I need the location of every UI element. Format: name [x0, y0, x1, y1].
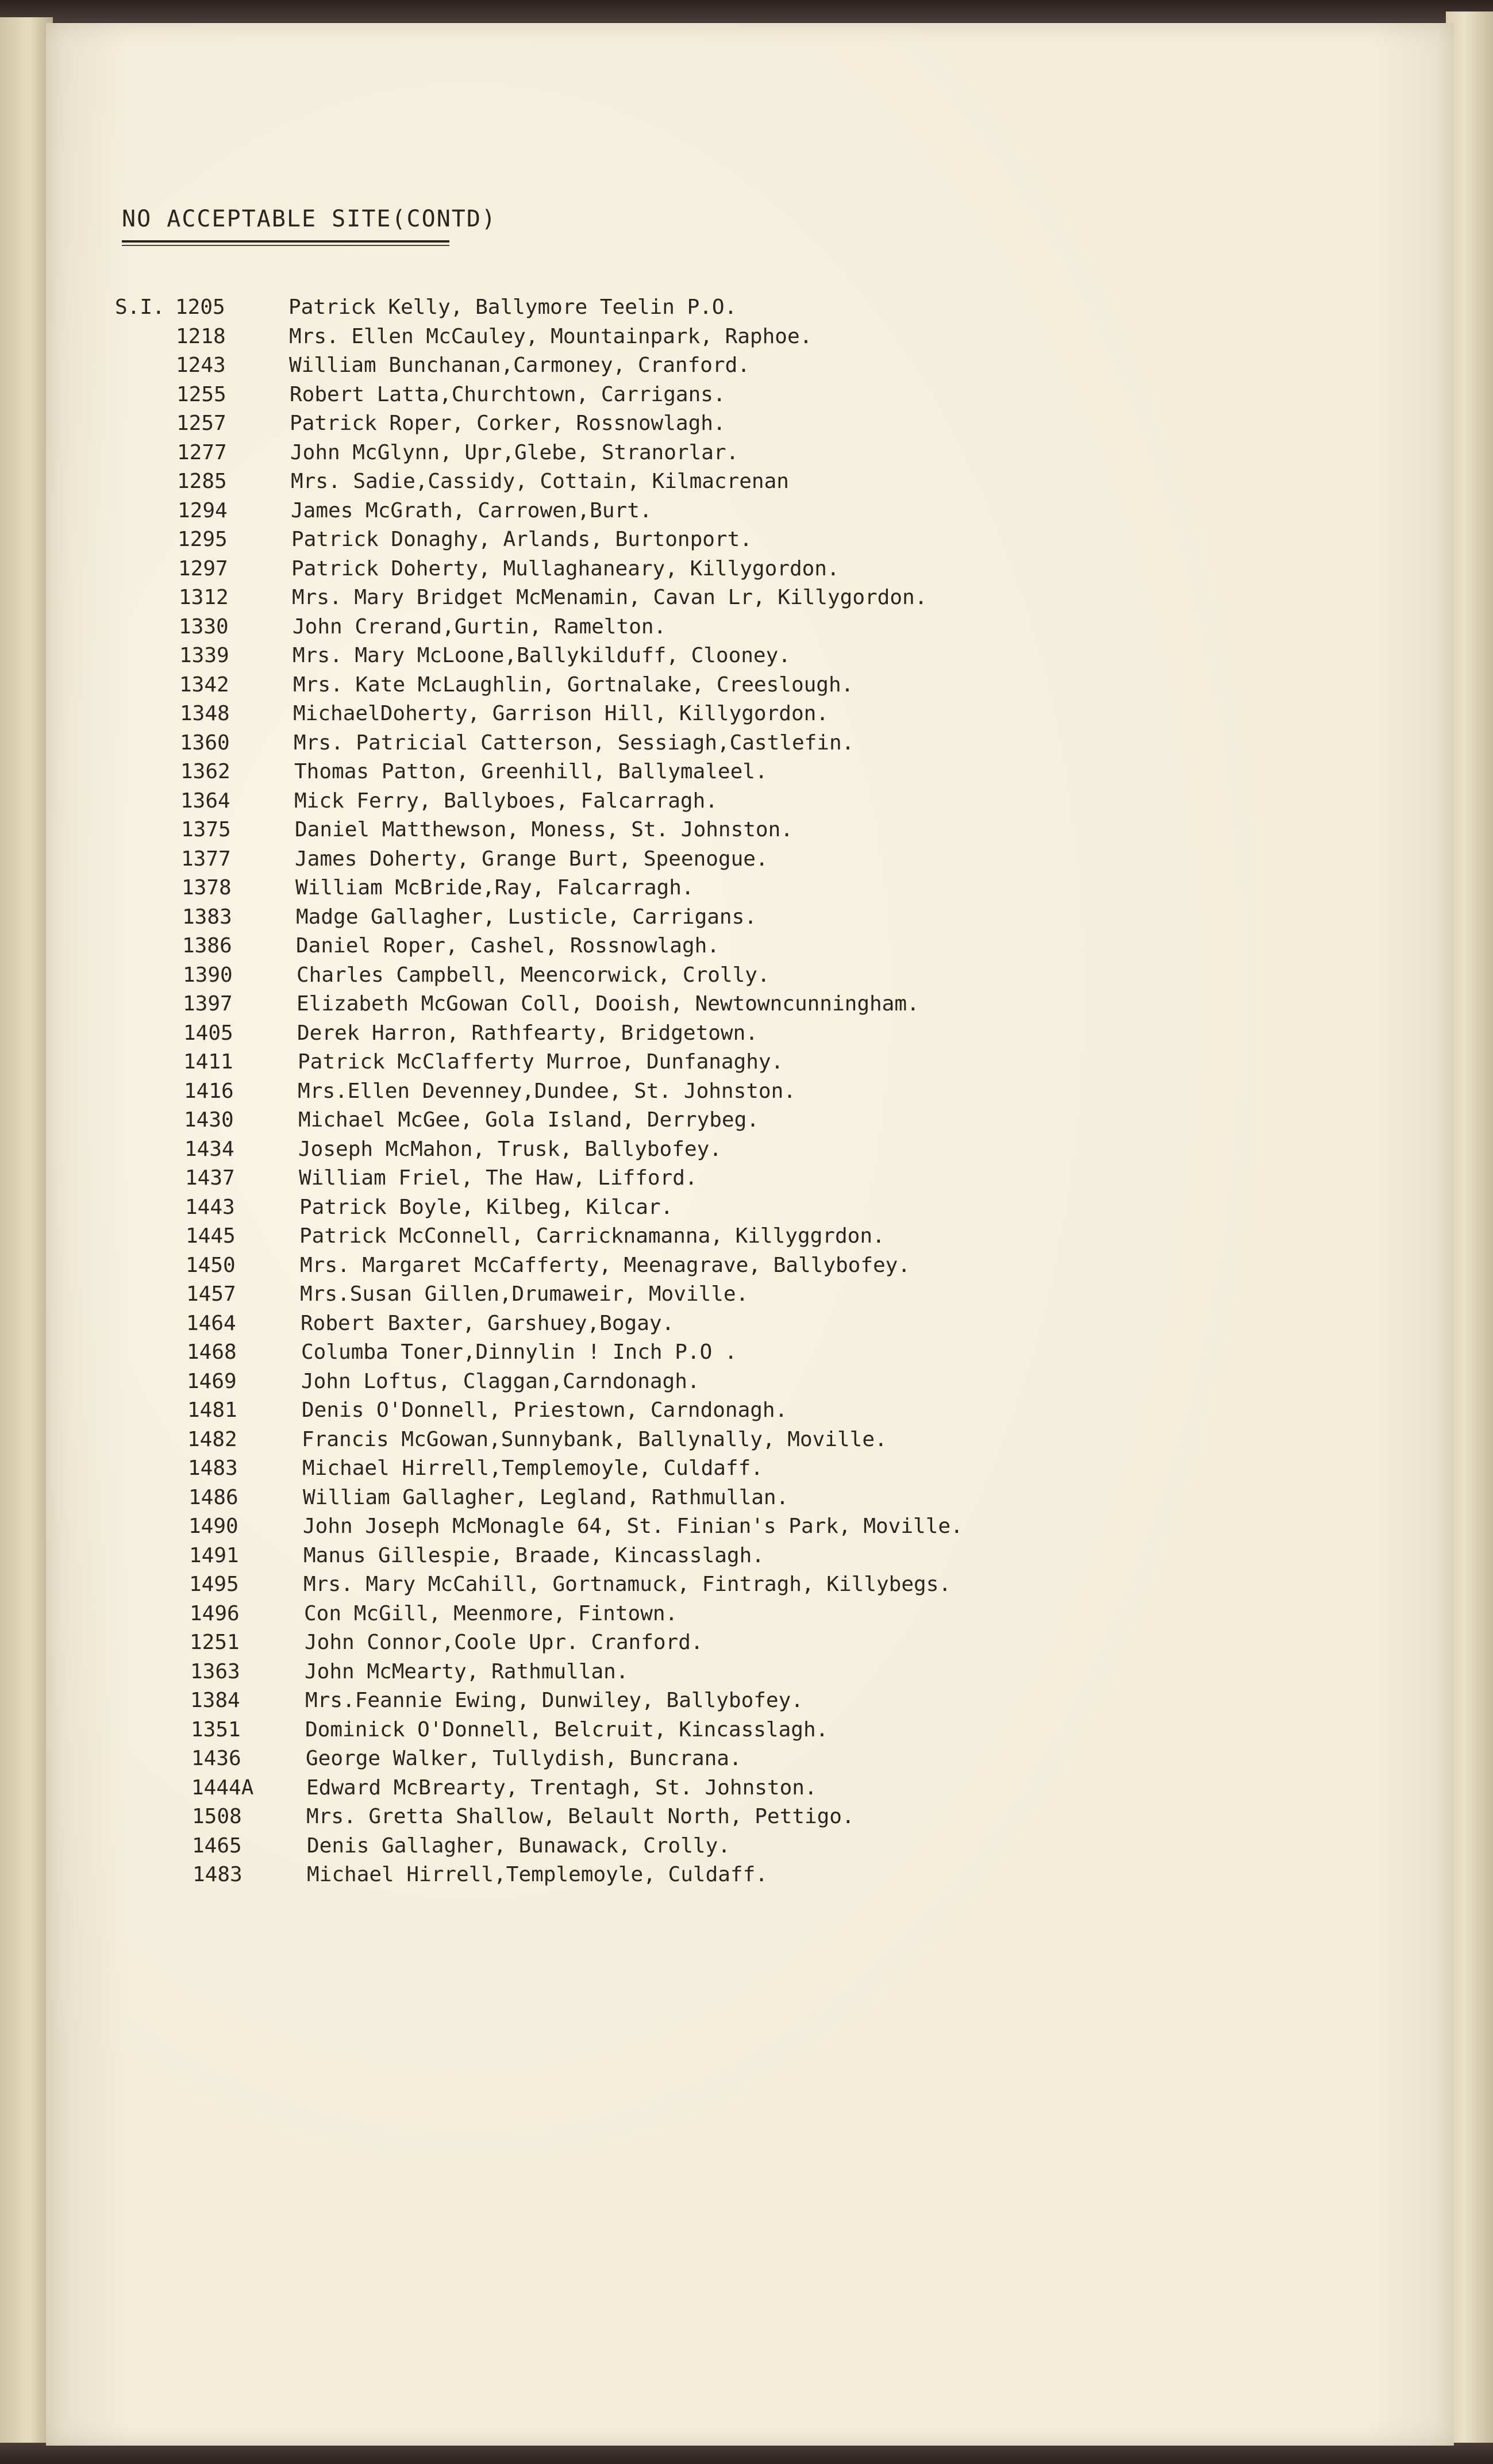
entry-name-address: Francis McGowan,Sunnybank, Ballynally, Moville.	[302, 1427, 887, 1451]
entry-number: 1295	[178, 528, 228, 551]
entry-number: 1411	[183, 1050, 233, 1074]
entry-number: 1362	[180, 760, 230, 783]
entry-name-address: Michael McGee, Gola Island, Derrybeg.	[298, 1108, 759, 1132]
list-item	[46, 613, 1454, 641]
entry-name-address: Derek Harron, Rathfearty, Bridgetown.	[297, 1021, 758, 1045]
list-item	[46, 555, 1454, 583]
entry-number: 1444A	[191, 1775, 254, 1800]
book-edge-bottom	[0, 2443, 1493, 2464]
list-item	[46, 1658, 1454, 1686]
entry-number: 1339	[179, 644, 229, 667]
list-item	[46, 439, 1454, 467]
entry-number: 1257	[176, 412, 226, 435]
entry-number: 1251	[190, 1631, 240, 1654]
entry-number: 1450	[186, 1253, 236, 1277]
entry-number: 1465	[192, 1833, 242, 1858]
entry-name-address: Con McGill, Meenmore, Fintown.	[304, 1601, 678, 1625]
entry-name-address: Mrs. Mary McLoone,Ballykilduff, Clooney.	[293, 644, 791, 667]
entry-number: 1481	[187, 1398, 237, 1422]
entry-name-address: Thomas Patton, Greenhill, Ballymaleel.	[294, 760, 768, 783]
series-prefix: S.I.	[115, 295, 165, 319]
entry-name-address: Mrs. Mary McCahill, Gortnamuck, Fintragh, Killybegs.	[303, 1573, 952, 1596]
entry-name-address: Mrs.Ellen Devenney,Dundee, St. Johnston.	[298, 1079, 796, 1103]
entry-name-address: William Gallagher, Legland, Rathmullan.	[303, 1485, 789, 1509]
entry-number: 1390	[183, 963, 233, 987]
list-item	[46, 1744, 1454, 1773]
entry-name-address: John McMearty, Rathmullan.	[305, 1659, 629, 1683]
entry-name-address: Patrick Doherty, Mullaghaneary, Killygordon.	[291, 556, 840, 581]
list-item	[46, 322, 1454, 351]
list-item	[46, 1019, 1454, 1048]
list-item	[46, 671, 1454, 699]
page-heading: NO ACCEPTABLE SITE(CONTD)	[122, 206, 497, 232]
list-item	[46, 1483, 1454, 1512]
list-item	[46, 1512, 1454, 1541]
book-edge-top	[0, 0, 1493, 22]
list-item	[46, 1135, 1454, 1164]
entry-name-address: Mrs. Mary Bridget McMenamin, Cavan Lr, Killygordon.	[292, 586, 928, 609]
list-item	[46, 758, 1454, 786]
entry-name-address: Edward McBrearty, Trentagh, St. Johnston.	[306, 1775, 817, 1800]
entry-name-address: Robert Latta,Churchtown, Carrigans.	[290, 382, 726, 406]
entry-name-address: Manus Gillespie, Braade, Kincasslagh.	[303, 1543, 764, 1567]
entry-name-address: Madge Gallagher, Lusticle, Carrigans.	[296, 905, 757, 929]
entry-name-address: Mick Ferry, Ballyboes, Falcarragh.	[294, 789, 718, 813]
entry-number: 1405	[183, 1021, 233, 1045]
entry-number: 1430	[184, 1108, 234, 1132]
list-item	[46, 729, 1454, 758]
entry-name-address: Mrs. Patricial Catterson, Sessiagh,Castlefin.	[294, 731, 855, 755]
entry-number: 1375	[181, 818, 231, 841]
list-item	[46, 380, 1454, 409]
list-item	[46, 699, 1454, 728]
entry-number: 1468	[187, 1340, 237, 1364]
entry-number: 1469	[187, 1369, 237, 1393]
entry-name-address: Patrick Roper, Corker, Rossnowlagh.	[290, 412, 726, 435]
entry-number: 1277	[177, 440, 227, 464]
heading-underline-second	[122, 245, 449, 246]
entry-name-address: Michael Hirrell,Templemoyle, Culdaff.	[307, 1863, 768, 1886]
list-item	[46, 932, 1454, 960]
entry-number: 1243	[176, 353, 226, 377]
list-item	[46, 525, 1454, 554]
entry-number: 1483	[193, 1863, 243, 1886]
entry-number: 1437	[185, 1166, 235, 1190]
list-item	[46, 1425, 1454, 1454]
list-item	[46, 1686, 1454, 1715]
entry-name-address: Joseph McMahon, Trusk, Ballybofey.	[298, 1137, 722, 1161]
entry-number: 1312	[179, 586, 229, 609]
list-item	[46, 787, 1454, 816]
entry-number: 1364	[180, 789, 230, 813]
left-page-edges	[0, 17, 53, 2448]
entry-number: 1218	[176, 324, 226, 348]
entry-number: 1491	[189, 1543, 239, 1567]
list-item	[46, 1832, 1454, 1861]
entry-name-address: Daniel Matthewson, Moness, St. Johnston.	[295, 818, 793, 841]
list-item	[46, 1309, 1454, 1338]
entry-name-address: MichaelDoherty, Garrison Hill, Killygordon.	[293, 702, 829, 725]
entry-name-address: Charles Campbell, Meencorwick, Crolly.	[297, 963, 770, 987]
entry-name-address: Dominick O'Donnell, Belcruit, Kincasslagh.	[305, 1717, 829, 1742]
entry-number: 1486	[188, 1485, 238, 1509]
entry-number: 1386	[182, 934, 232, 958]
entry-name-address: John Loftus, Claggan,Carndonagh.	[301, 1369, 700, 1393]
entry-number: 1490	[188, 1514, 238, 1538]
entry-number: 1363	[190, 1659, 240, 1683]
entry-number: 1383	[182, 905, 232, 929]
entry-name-address: Mrs. Gretta Shallow, Belault North, Pettigo.	[306, 1805, 855, 1828]
entry-name-address: Michael Hirrell,Templemoyle, Culdaff.	[302, 1456, 763, 1480]
list-item	[46, 990, 1454, 1018]
entry-number: 1285	[177, 470, 227, 493]
entry-number: 1360	[180, 731, 230, 755]
entry-number: 1348	[180, 702, 230, 725]
entry-name-address: John McGlynn, Upr,Glebe, Stranorlar.	[290, 440, 739, 464]
list-item	[46, 961, 1454, 990]
entry-name-address: Daniel Roper, Cashel, Rossnowlagh.	[296, 934, 719, 958]
entry-name-address: John Joseph McMonagle 64, St. Finian's Park, Moville.	[303, 1514, 963, 1538]
entry-number: 1297	[178, 556, 228, 581]
entry-name-address: Elizabeth McGowan Coll, Dooish, Newtowncunningham.	[297, 992, 919, 1016]
list-item	[46, 1628, 1454, 1657]
list-item	[46, 1861, 1454, 1889]
list-item	[46, 1280, 1454, 1309]
list-item	[46, 1542, 1454, 1570]
entry-number: 1496	[190, 1601, 240, 1625]
entry-name-address: John Connor,Coole Upr. Cranford.	[305, 1631, 703, 1654]
entry-name-address: James Doherty, Grange Burt, Speenogue.	[295, 847, 768, 871]
list-item	[46, 1454, 1454, 1483]
entry-name-address: John Crerand,Gurtin, Ramelton.	[293, 614, 667, 639]
entry-name-address: Mrs. Sadie,Cassidy, Cottain, Kilmacrenan	[291, 470, 789, 493]
entry-name-address: Columba Toner,Dinnylin ! Inch P.O .	[301, 1340, 737, 1364]
entry-number: 1457	[186, 1282, 236, 1306]
entry-name-address: Mrs. Margaret McCafferty, Meenagrave, Ballybofey.	[300, 1253, 911, 1277]
list-item	[46, 1222, 1454, 1251]
entry-name-address: George Walker, Tullydish, Buncrana.	[306, 1747, 742, 1770]
entry-name-address: Patrick McConnell, Carricknamanna, Killyggrdon.	[299, 1224, 885, 1248]
entry-name-address: Mrs.Susan Gillen,Drumaweir, Moville.	[300, 1282, 749, 1306]
list-item	[46, 1396, 1454, 1425]
entry-number: 1436	[191, 1747, 241, 1770]
entry-name-address: Patrick McClafferty Murroe, Dunfanaghy.	[298, 1050, 784, 1074]
list-item	[46, 1077, 1454, 1106]
list-item	[46, 1106, 1454, 1135]
entry-number: 1378	[182, 876, 232, 900]
list-item	[46, 583, 1454, 612]
list-item	[46, 1338, 1454, 1367]
entry-name-address: Patrick Boyle, Kilbeg, Kilcar.	[299, 1195, 674, 1219]
entry-number: 1342	[179, 672, 229, 697]
list-item	[46, 1774, 1454, 1802]
list-item	[46, 816, 1454, 844]
entry-number: 1483	[188, 1456, 238, 1480]
entry-name-address: Denis Gallagher, Bunawack, Crolly.	[307, 1833, 730, 1858]
list-item	[46, 845, 1454, 874]
entry-number: 1294	[178, 498, 228, 522]
entry-number: 1397	[183, 992, 233, 1016]
entry-name-address: Mrs.Feannie Ewing, Dunwiley, Ballybofey.	[305, 1689, 803, 1712]
list-item	[46, 497, 1454, 525]
entry-number: 1255	[176, 382, 226, 406]
entry-name-address: Robert Baxter, Garshuey,Bogay.	[301, 1311, 675, 1335]
entry-name-address: William McBride,Ray, Falcarragh.	[295, 876, 694, 900]
list-item	[46, 409, 1454, 438]
entry-name-address: William Bunchanan,Carmoney, Cranford.	[289, 353, 750, 377]
list-item	[46, 1367, 1454, 1396]
list-item	[46, 467, 1454, 496]
entry-number: 1464	[186, 1311, 236, 1335]
list-item	[46, 1251, 1454, 1280]
entry-name-address: Patrick Kelly, Ballymore Teelin P.O.	[288, 295, 737, 319]
entry-number: 1416	[184, 1079, 234, 1103]
list-item	[46, 1164, 1454, 1193]
list-item	[46, 874, 1454, 902]
entry-number: 1508	[192, 1805, 242, 1828]
entry-number: 1330	[179, 614, 229, 639]
list-item	[46, 351, 1454, 380]
entry-number: 1443	[185, 1195, 235, 1219]
list-item	[46, 903, 1454, 932]
entry-number: 1495	[189, 1573, 239, 1596]
entry-name-address: James McGrath, Carrowen,Burt.	[291, 498, 652, 522]
entry-name-address: William Friel, The Haw, Lifford.	[299, 1166, 698, 1190]
list-item	[46, 1802, 1454, 1831]
entry-name-address: Patrick Donaghy, Arlands, Burtonport.	[291, 528, 752, 551]
entry-number: 1445	[186, 1224, 236, 1248]
list-item	[46, 293, 1454, 322]
entry-number: 1377	[181, 847, 231, 871]
document-page	[46, 23, 1454, 2446]
entry-name-address: Mrs. Ellen McCauley, Mountainpark, Raphoe.	[289, 324, 813, 348]
entry-number: 1384	[190, 1689, 240, 1712]
entry-number: 1205	[175, 295, 225, 319]
entry-number: 1434	[184, 1137, 234, 1161]
heading-underline	[122, 240, 449, 243]
list-item	[46, 1193, 1454, 1222]
list-item	[46, 1048, 1454, 1077]
list-item	[46, 1716, 1454, 1744]
entry-number: 1482	[187, 1427, 237, 1451]
entry-number: 1351	[191, 1717, 241, 1742]
entry-name-address: Mrs. Kate McLaughlin, Gortnalake, Creeslough.	[293, 672, 854, 697]
list-item	[46, 1570, 1454, 1599]
entry-name-address: Denis O'Donnell, Priestown, Carndonagh.	[302, 1398, 788, 1422]
list-item	[46, 641, 1454, 670]
list-item	[46, 1600, 1454, 1628]
